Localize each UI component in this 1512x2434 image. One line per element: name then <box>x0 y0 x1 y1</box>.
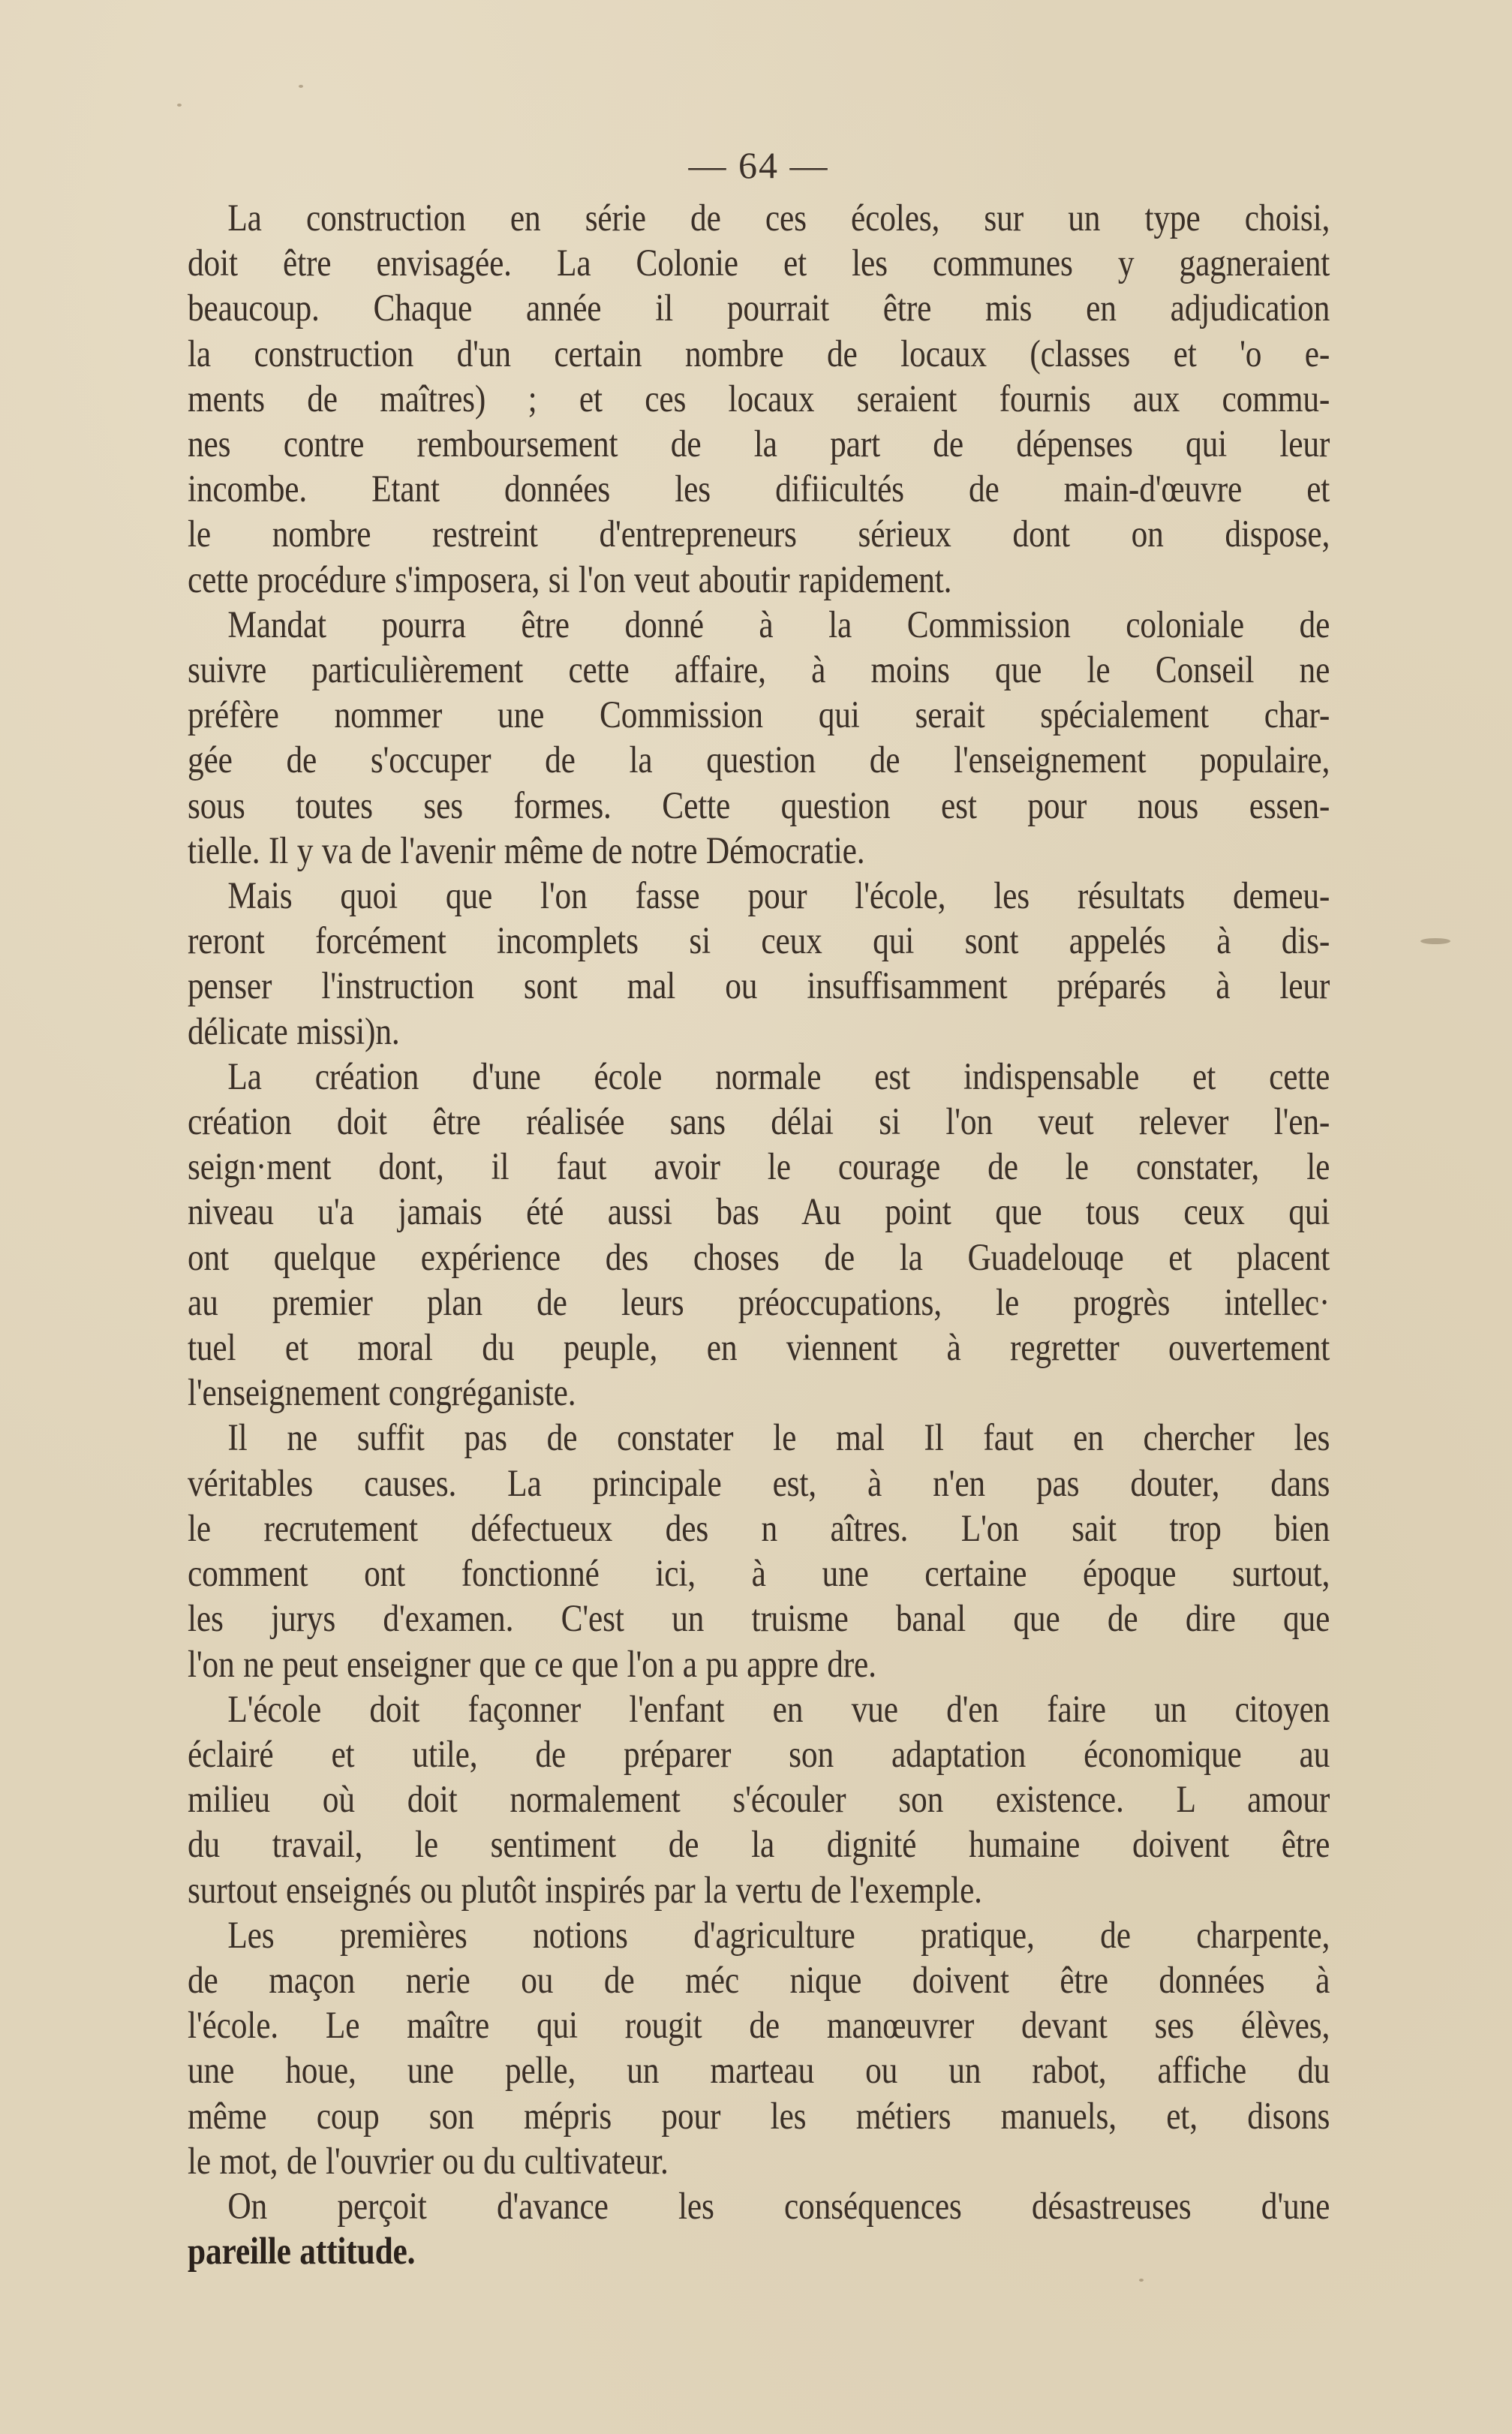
paragraph-commission-mandate <box>188 602 1330 873</box>
paragraph-teacher-preparation <box>188 873 1330 1054</box>
text-line: On perçoit d'avance les conséquences désastreuses d'une <box>227 2184 1330 2227</box>
text-line: milieu où doit normalement s'écouler son existence. L amour <box>188 1778 1330 1821</box>
text-line: L'école doit façonner l'enfant en vue d'en faire un citoyen <box>227 1687 1330 1730</box>
text-line: véritables causes. La principale est, à n'en pas douter, dans <box>188 1461 1330 1504</box>
text-line: ont quelque expérience des choses de la Guadelouqe et placent <box>188 1235 1330 1278</box>
text-line: le mot, de l'ouvrier ou du cultivateur. <box>188 2139 669 2182</box>
text-line: éclairé et utile, de préparer son adaptation économique au <box>188 1732 1330 1775</box>
text-line: incombe. Etant données les difiicultés de main-d'œuvre et <box>188 468 1330 510</box>
text-line: Il ne suffit pas de constater le mal Il faut en chercher les <box>227 1416 1330 1459</box>
paragraph-normal-school <box>188 1054 1330 1416</box>
text-line: penser l'instruction sont mal ou insuffisamment préparés à leur <box>188 964 1330 1007</box>
paper-speck <box>177 104 182 107</box>
text-line: le nombre restreint d'entrepreneurs sérieux dont on dispose, <box>188 513 1330 555</box>
margin-mark <box>1420 938 1450 944</box>
text-line: suivre particulièrement cette affaire, à moins que le Conseil ne <box>188 648 1330 691</box>
text-line: La création d'une école normale est indispensable et cette <box>227 1055 1330 1097</box>
text-line: tielle. Il y va de l'avenir même de notre Démocratie. <box>188 829 865 871</box>
text-line: une houe, une pelle, un marteau ou un rabot, affiche du <box>188 2049 1330 2092</box>
text-line: même coup son mépris pour les métiers manuels, et, disons <box>188 2094 1330 2137</box>
paragraph-practical-notions <box>188 1912 1330 2183</box>
text-line: l'école. Le maître qui rougit de manœuvrer devant ses élèves, <box>188 2004 1330 2047</box>
text-line: Les premières notions d'agriculture pratique, de charpente, <box>227 1913 1330 1956</box>
text-line: tuel et moral du peuple, en viennent à regretter ouvertement <box>188 1326 1330 1369</box>
paragraph-consequences <box>188 2183 1330 2273</box>
text-line: sous toutes ses formes. Cette question est pour nous essen- <box>188 784 1330 826</box>
text-line: reront forcément incomplets si ceux qui sont appelés à dis- <box>188 919 1330 962</box>
text-line: préfère nommer une Commission qui serait spécialement char- <box>188 693 1330 736</box>
text-line: pareille attitude. <box>188 2230 416 2273</box>
text-line: niveau u'a jamais été aussi bas Au point que tous ceux qui <box>188 1190 1330 1233</box>
text-line: création doit être réalisée sans délai si l'on veut relever l'en- <box>188 1100 1330 1143</box>
paragraph-school-construction <box>188 195 1330 602</box>
text-line: Mandat pourra être donné à la Commission coloniale de <box>227 603 1330 645</box>
paper-speck <box>1139 2279 1144 2282</box>
text-line: surtout enseignés ou plutôt inspirés par la vertu de l'exemple. <box>188 1868 982 1911</box>
text-line: seign·ment dont, il faut avoir le courage de le constater, le <box>188 1145 1330 1188</box>
text-line: le recrutement défectueux des n aîtres. L'on sait trop bien <box>188 1506 1330 1549</box>
text-line: l'on ne peut enseigner que ce que l'on a pu appre dre. <box>188 1642 876 1685</box>
text-line: de maçon nerie ou de méc nique doivent être données à <box>188 1958 1330 2001</box>
paper-speck <box>299 85 303 88</box>
text-line: la construction d'un certain nombre de locaux (classes et 'o e- <box>188 332 1330 375</box>
text-line: les jurys d'examen. C'est un truisme banal que de dire que <box>188 1597 1330 1640</box>
text-line: comment ont fonctionné ici, à une certaine époque surtout, <box>188 1552 1330 1595</box>
paragraph-recruitment-causes <box>188 1415 1330 1686</box>
text-line: beaucoup. Chaque année il pourrait être mis en adjudication <box>188 287 1330 329</box>
paragraph-school-purpose <box>188 1686 1330 1912</box>
page-number: — 64 — <box>688 144 829 186</box>
text-line: ments de maîtres) ; et ces locaux seraient fournis aux commu- <box>188 377 1330 420</box>
text-line: doit être envisagée. La Colonie et les communes y gagneraient <box>188 242 1330 284</box>
text-line: La construction en série de ces écoles, sur un type choisi, <box>227 197 1330 239</box>
body-text <box>188 195 1330 2273</box>
text-line: cette procédure s'imposera, si l'on veut aboutir rapidement. <box>188 558 952 600</box>
text-line: du travail, le sentiment de la dignité humaine doivent être <box>188 1823 1330 1866</box>
text-line: Mais quoi que l'on fasse pour l'école, les résultats demeu- <box>227 874 1330 917</box>
text-line: au premier plan de leurs préoccupations, le progrès intellec· <box>188 1280 1330 1323</box>
text-line: nes contre remboursement de la part de dépenses qui leur <box>188 423 1330 465</box>
document-page <box>188 143 1330 2273</box>
text-line: délicate missi)n. <box>188 1009 400 1052</box>
text-line: l'enseignement congréganiste. <box>188 1371 576 1414</box>
text-line: gée de s'occuper de la question de l'enseignement populaire, <box>188 739 1330 781</box>
